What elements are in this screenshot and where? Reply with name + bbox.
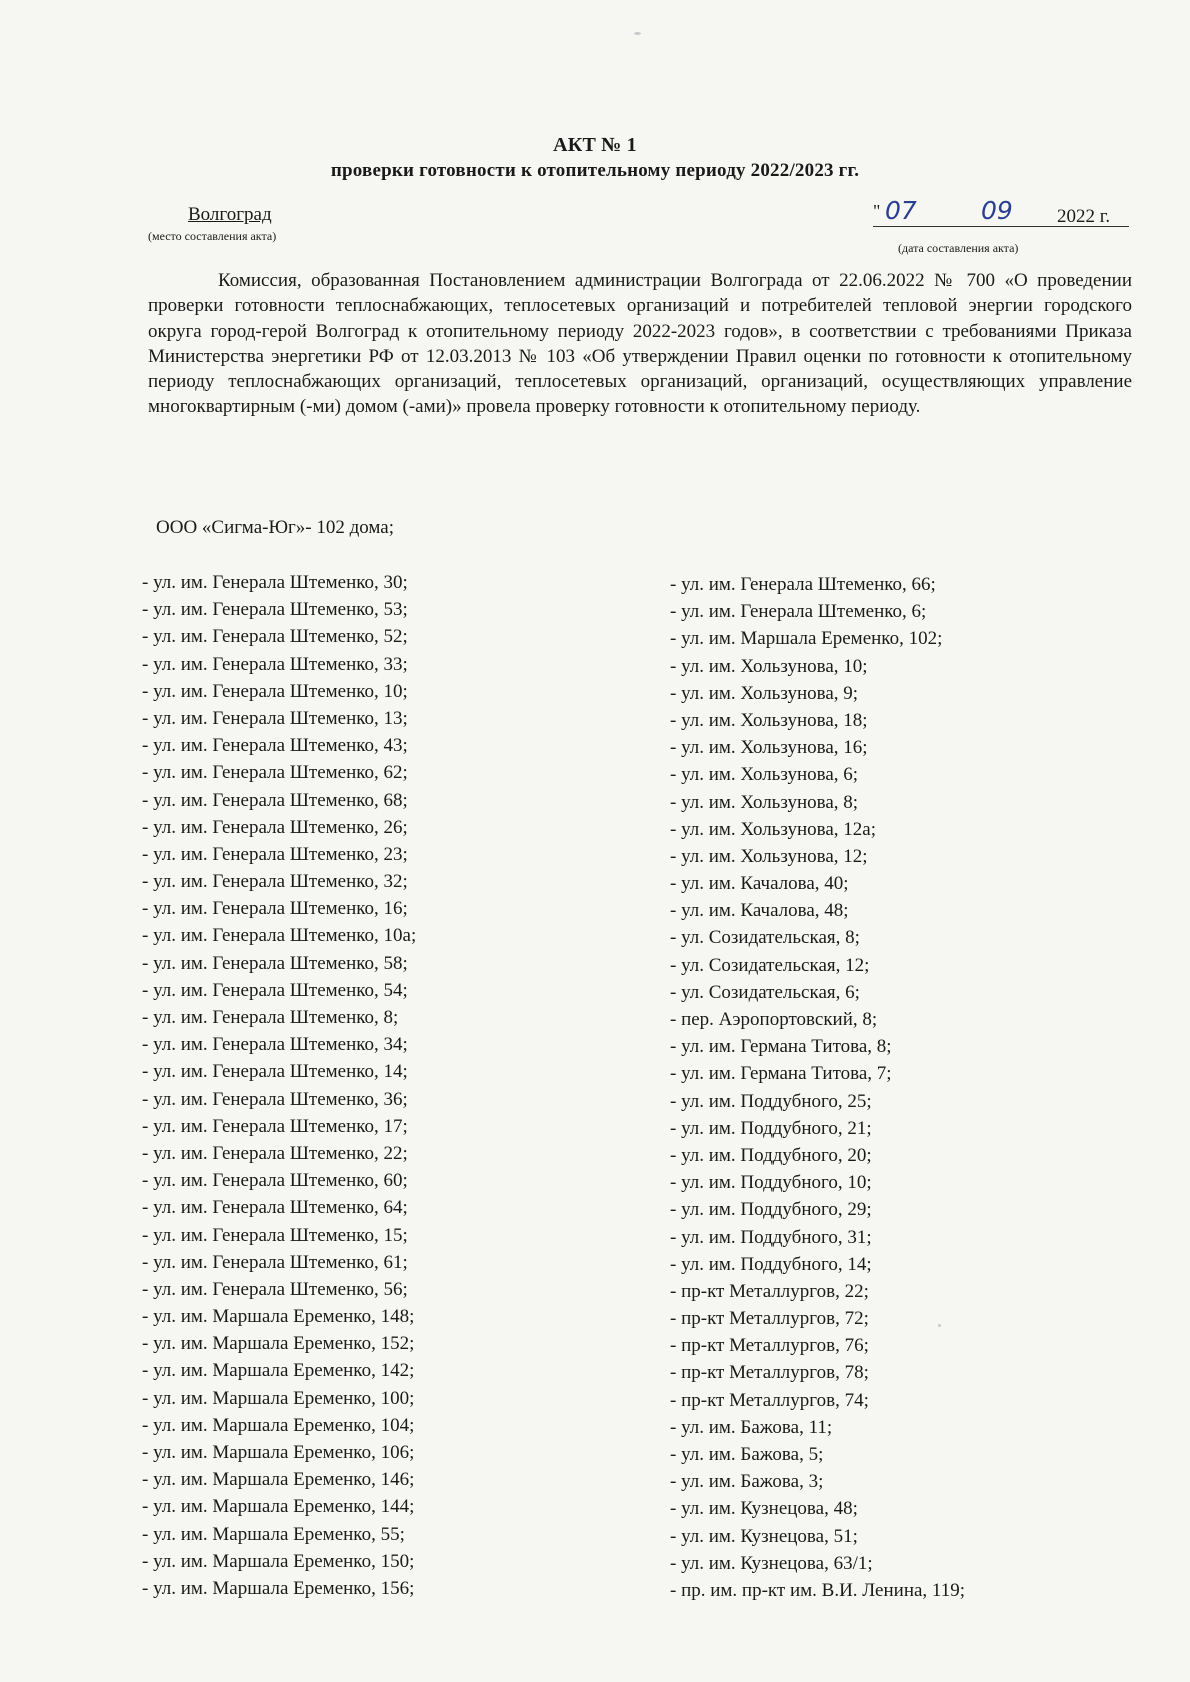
address-item: - ул. им. Генерала Штеменко, 36; [142,1088,408,1110]
address-item: - ул. им. Генерала Штеменко, 64; [142,1197,408,1219]
address-item: - пр. им. пр-кт им. В.И. Ленина, 119; [670,1579,966,1601]
address-item: - ул. им. Хользунова, 8; [670,791,859,813]
address-item: - ул. Созидательская, 12; [670,954,870,976]
address-item: - ул. им. Маршала Еременко, 104; [142,1414,415,1436]
address-item: - ул. им. Генерала Штеменко, 8; [142,1007,399,1028]
address-item: - ул. им. Генерала Штеменко, 26; [142,816,408,838]
address-item: - ул. им. Генерала Штеменко, 10а; [142,925,417,947]
address-item: - ул. им. Кузнецова, 48; [670,1498,858,1520]
address-item: - ул. им. Генерала Штеменко, 17; [142,1115,408,1137]
document-title: АКТ № 1 [553,134,637,156]
address-item: - ул. им. Генерала Штеменко, 52; [142,626,408,648]
address-item: - ул. им. Поддубного, 20; [670,1144,872,1166]
date-field [873,196,1129,230]
address-item: - ул. им. Маршала Еременко, 100; [142,1387,415,1409]
date-caption: (дата составления акта) [898,241,1019,255]
address-item: - ул. им. Поддубного, 14; [670,1253,872,1275]
address-item: - ул. им. Поддубного, 21; [670,1117,872,1139]
address-item: - ул. им. Генерала Штеменко, 10; [142,680,408,702]
address-item: - ул. им. Качалова, 48; [670,900,849,922]
address-item: - ул. им. Кузнецова, 63/1; [670,1552,873,1574]
date-quote-mark: " [873,201,881,221]
address-item: - ул. им. Германа Титова, 8; [670,1036,892,1058]
address-item: - ул. им. Поддубного, 31; [670,1226,872,1248]
scan-speck [634,32,641,35]
address-item: - пер. Аэропортовский, 8; [670,1009,878,1030]
address-item: - ул. им. Маршала Еременко, 144; [142,1496,415,1518]
address-item: - ул. им. Качалова, 40; [670,873,849,895]
address-list-left [142,569,416,1602]
address-item: - ул. им. Кузнецова, 51; [670,1525,858,1547]
date-month-handwritten: 09 [981,196,1013,225]
address-item: - ул. им. Генерала Штеменко, 66; [670,574,936,595]
address-item: - ул. им. Германа Титова, 7; [670,1063,892,1085]
document-subtitle: проверки готовности к отопительному периоду 2022/2023 гг. [330,160,860,181]
address-list-right [670,571,965,1604]
address-item: - ул. им. Генерала Штеменко, 54; [142,979,408,1001]
address-item: - ул. им. Бажова, 11; [670,1416,833,1438]
address-item: - ул. им. Маршала Еременко, 148; [142,1306,415,1328]
address-item: - пр-кт Металлургов, 76; [670,1335,869,1357]
address-item: - ул. им. Хользунова, 12; [670,845,868,867]
body-paragraph: Комиссия, образованная Постановлением администрации Волгограда от 22.06.2022 № 700 «О проведении проверки готовности теплоснабжающих, теплосетевых организаций и потребителей тепловой энергии городского округа город-герой Волгоград к отопительному периоду 2022-2023 годов», в соответствии с требованиями Приказа Министерства энергетики РФ от 12.03.2013 № 103 «Об утверждении Правил оценки по готовности к отопительному периоду теплоснабжающих организаций, теплосетевых организаций, организаций, осуществляющих управление многоквартирным (-ми) домом (-ами)» провела проверку готовности к отопительному периоду. [148,270,1132,418]
address-item: - ул. Созидательская, 8; [670,927,860,949]
address-item: - ул. им. Хользунова, 9; [670,682,859,704]
address-item: - ул. им. Генерала Штеменко, 14; [142,1061,408,1083]
address-item: - ул. им. Маршала Еременко, 55; [142,1523,405,1545]
address-item: - ул. им. Генерала Штеменко, 23; [142,843,408,865]
address-item: - ул. им. Маршала Еременко, 102; [670,628,943,650]
address-item: - пр-кт Металлургов, 74; [670,1389,869,1411]
address-item: - ул. им. Генерала Штеменко, 30; [142,572,408,593]
address-item: - ул. им. Генерала Штеменко, 6; [670,601,927,623]
address-item: - ул. им. Поддубного, 25; [670,1090,872,1112]
address-item: - ул. им. Генерала Штеменко, 43; [142,735,408,757]
address-item: - ул. им. Генерала Штеменко, 13; [142,707,408,729]
address-item: - пр-кт Металлургов, 72; [670,1308,869,1330]
address-item: - ул. им. Генерала Штеменко, 32; [142,871,408,893]
address-item: - ул. Созидательская, 6; [670,981,860,1003]
address-item: - ул. им. Бажова, 5; [670,1444,824,1465]
address-item: - ул. им. Генерала Штеменко, 58; [142,952,408,974]
address-item: - ул. им. Генерала Штеменко, 62; [142,762,408,784]
address-item: - ул. им. Маршала Еременко, 152; [142,1333,415,1355]
address-item: - ул. им. Генерала Штеменко, 16; [142,898,408,920]
address-item: - ул. им. Генерала Штеменко, 56; [142,1278,408,1300]
organization-line: ООО «Сигма-Юг»- 102 дома; [156,517,395,538]
place-caption: (место составления акта) [148,229,277,243]
address-item: - ул. им. Хользунова, 6; [670,764,859,786]
address-item: - ул. им. Генерала Штеменко, 34; [142,1034,408,1056]
address-item: - ул. им. Генерала Штеменко, 60; [142,1170,408,1192]
address-item: - ул. им. Маршала Еременко, 106; [142,1442,415,1463]
address-item: - ул. им. Хользунова, 10; [670,655,868,677]
address-item: - ул. им. Маршала Еременко, 142; [142,1360,415,1382]
place-value: Волгоград [188,204,272,225]
address-item: - ул. им. Маршала Еременко, 146; [142,1469,415,1491]
address-item: - ул. им. Генерала Штеменко, 53; [142,599,408,621]
address-item: - ул. им. Хользунова, 18; [670,709,868,731]
address-item: - пр-кт Металлургов, 22; [670,1280,869,1302]
address-item: - ул. им. Хользунова, 12а; [670,818,876,840]
date-day-handwritten: 07 [885,196,917,225]
date-year: 2022 г. [1057,206,1111,227]
date-underline [873,226,1129,227]
address-item: - ул. им. Маршала Еременко, 156; [142,1577,415,1599]
address-item: - ул. им. Поддубного, 29; [670,1199,872,1221]
address-item: - пр-кт Металлургов, 78; [670,1362,869,1384]
address-item: - ул. им. Хользунова, 16; [670,737,868,759]
address-item: - ул. им. Генерала Штеменко, 22; [142,1142,408,1164]
address-item: - ул. им. Генерала Штеменко, 68; [142,789,408,811]
address-item: - ул. им. Генерала Штеменко, 61; [142,1251,408,1273]
address-item: - ул. им. Генерала Штеменко, 33; [142,653,408,675]
address-item: - ул. им. Поддубного, 10; [670,1172,872,1194]
address-item: - ул. им. Генерала Штеменко, 15; [142,1224,408,1246]
address-item: - ул. им. Маршала Еременко, 150; [142,1550,415,1572]
address-item: - ул. им. Бажова, 3; [670,1471,824,1493]
